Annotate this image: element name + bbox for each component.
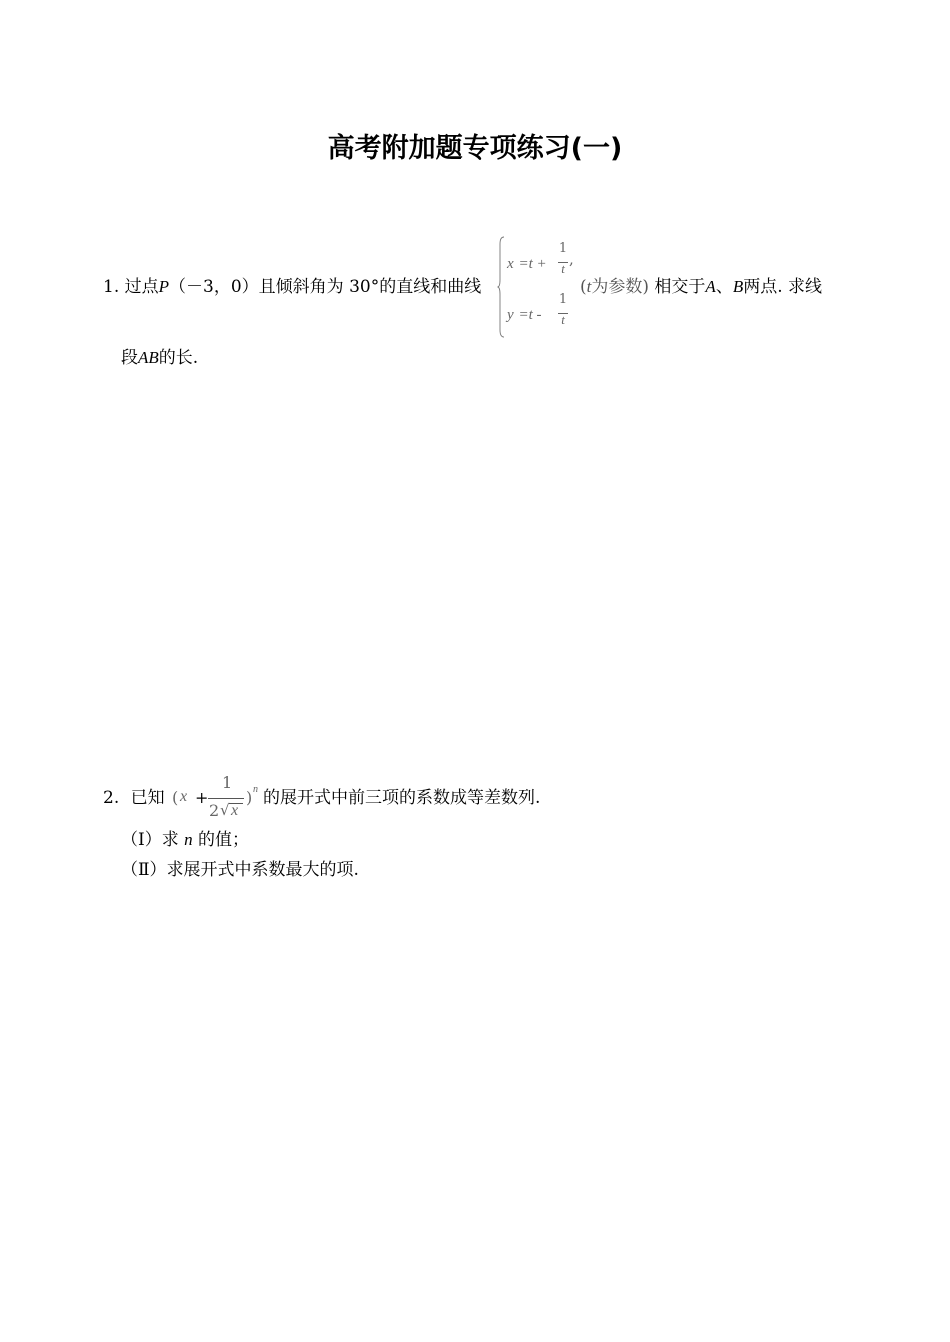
problem-2-text-b: 的展开式中前三项的系数成等差数列.: [263, 788, 541, 808]
left-brace-icon: [497, 236, 505, 338]
problem-1-number: 1.: [103, 277, 120, 297]
expr-exponent: n: [253, 784, 258, 795]
part-1-label: （Ⅰ）: [121, 830, 162, 850]
problem-2-part-2: （Ⅱ）求展开式中系数最大的项.: [121, 860, 359, 880]
segment-ab: AB: [138, 348, 159, 367]
expr-numerator: 1: [222, 773, 233, 792]
eq1-lhs: x: [507, 256, 514, 272]
problem-1-text-b: 且倾斜角为 30°的直线和曲线: [258, 277, 482, 297]
fraction-1-denominator: t: [561, 261, 565, 276]
problem-1-text: [103, 277, 481, 297]
expr-x: x: [180, 788, 188, 805]
expr-den-2: 2: [209, 801, 220, 820]
problem-1-text-cont: [580, 277, 822, 297]
fraction-2-denominator: t: [561, 312, 565, 327]
part-2-label: （Ⅱ）: [121, 860, 167, 880]
problem-2-part-1: （Ⅰ）求 n 的值；: [121, 830, 250, 850]
binomial-expression: ( x + 1 2 √ x ) n: [172, 773, 258, 820]
parametric-system: [497, 236, 579, 340]
point-coords: （－3，0）: [169, 277, 259, 297]
equation-y: [507, 305, 542, 324]
expr-den-x: x: [231, 802, 239, 819]
eq2-mid: =t -: [518, 307, 542, 323]
variable-n: n: [184, 830, 193, 849]
eq1-comma: ,: [569, 250, 574, 268]
eq2-lhs: y: [507, 307, 514, 323]
problem-2-text: [103, 788, 165, 808]
problem-2-number: 2.: [103, 788, 120, 808]
fraction-1: [557, 241, 569, 277]
expr-plus: +: [195, 788, 209, 807]
eq1-mid: =t +: [518, 256, 547, 272]
point-p: P: [158, 277, 170, 296]
sqrt-icon: √: [220, 801, 230, 819]
fraction-bar: [208, 798, 244, 799]
point-b: B: [732, 277, 744, 296]
fraction-2-numerator: 1: [558, 292, 568, 307]
fraction-1-numerator: 1: [558, 241, 568, 256]
point-a: A: [705, 277, 716, 296]
problem-1-text-d: 两点. 求线: [743, 277, 823, 297]
problem-1-text-a: 过点: [124, 277, 159, 297]
fraction-2: [557, 292, 569, 328]
param-note: (t为参数): [580, 277, 650, 297]
separator: 、: [715, 277, 733, 297]
equation-x: [507, 254, 547, 273]
page-title: 高考附加题专项练习(一): [327, 133, 623, 164]
problem-2-text-a: 已知: [130, 788, 165, 808]
problem-1-text-c: 相交于: [654, 277, 706, 297]
problem-1-line-2: 段AB的长.: [121, 348, 199, 368]
